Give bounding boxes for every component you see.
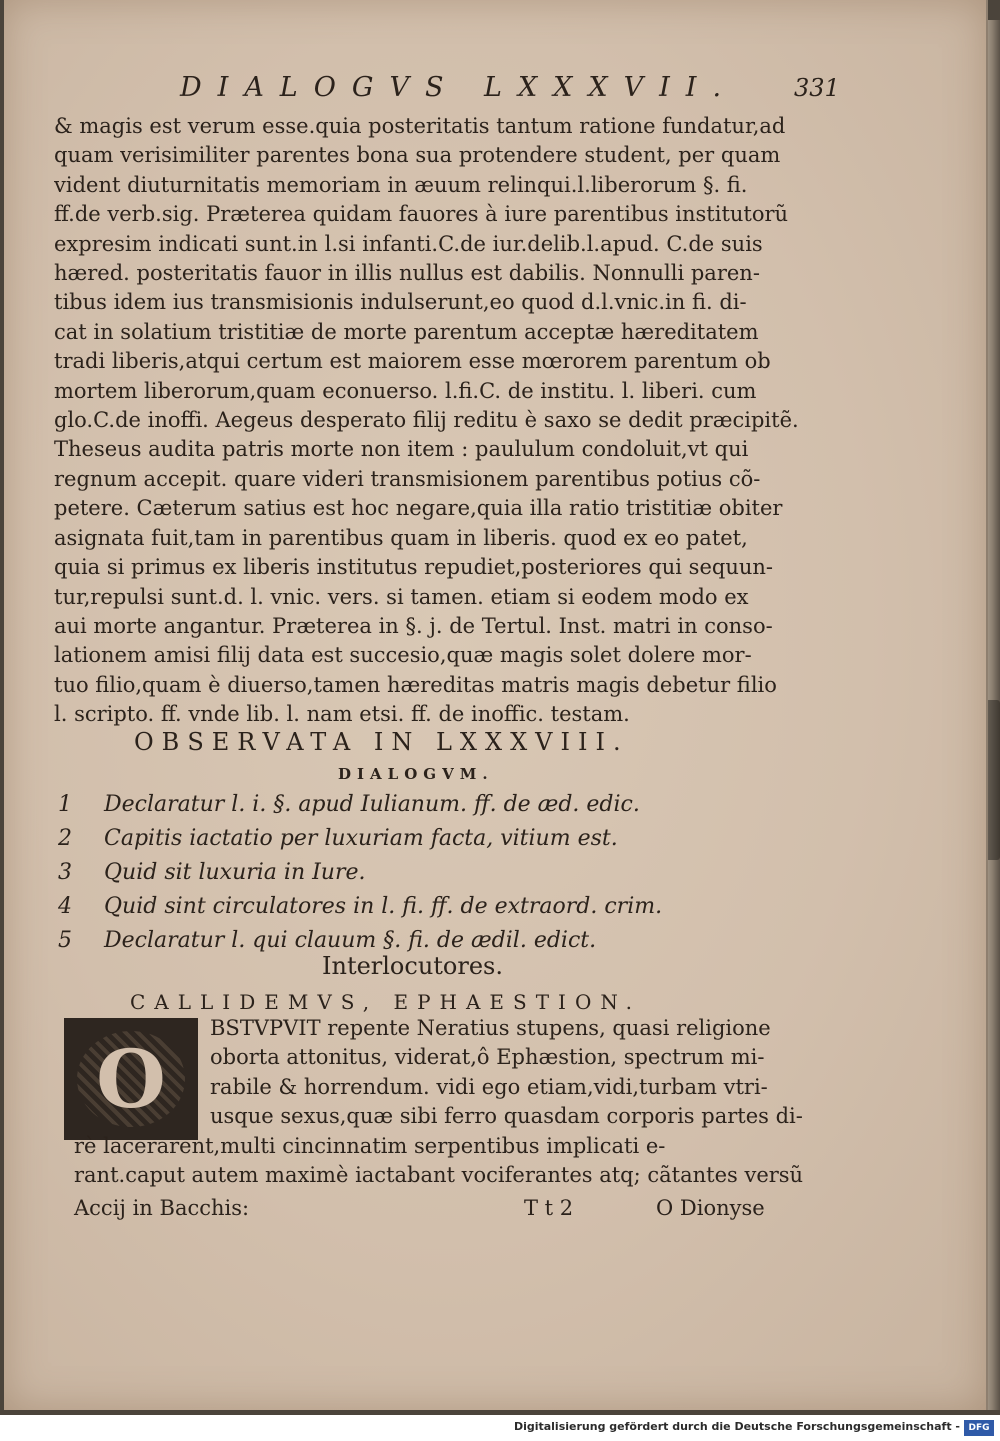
body-line: tradi liberis,atqui certum est maiorem esse mœrorem parentum ob (54, 349, 771, 374)
body-line: tuo filio,quam è diuerso,tamen hæreditas matris magis debetur filio (54, 672, 777, 697)
list-item-number: 5 (58, 928, 72, 953)
list-item-text: Declaratur l. qui clauum §. fi. de ædil. edict. (104, 928, 597, 953)
body-line: quam verisimiliter parentes bona sua protendere student, per quam (54, 143, 781, 168)
dialog-text-full (74, 1132, 803, 1191)
body-line: expresim indicati sunt.in l.si infanti.C.de iur.delib.l.apud. C.de suis (54, 231, 763, 256)
dfg-logo: DFG (964, 1420, 994, 1436)
body-line: quia si primus ex liberis institutus repudiet,posteriores qui sequun- (54, 555, 774, 580)
list-item (58, 856, 662, 890)
dialog-line: oborta attonitus, viderat,ô Ephæstion, spectrum mi- (210, 1045, 765, 1070)
list-item-number: 4 (58, 894, 72, 919)
body-line: vident diuturnitatis memoriam in æuum relinqui.l.liberorum §. fi. (54, 172, 748, 197)
catchword-left: Accij in Bacchis: (74, 1196, 250, 1220)
list-item-number: 2 (58, 826, 72, 851)
body-line: petere. Cæterum satius est hoc negare,quia illa ratio tristitiæ obiter (54, 496, 783, 521)
body-line: tur,repulsi sunt.d. l. vnic. vers. si tamen. etiam si eodem modo ex (54, 584, 749, 609)
observata-subtitle: DIALOGVM. (338, 765, 494, 783)
body-line: ff.de verb.sig. Præterea quidam fauores à iure parentibus institutorũ (54, 202, 789, 227)
body-line: lationem amisi filij data est succesio,quæ magis solet dolere mor- (54, 643, 752, 668)
body-line: regnum accepit. quare videri transmisionem parentibus potius cõ- (54, 466, 761, 491)
signature-mark: T t 2 (524, 1196, 574, 1220)
body-line: tibus idem ius transmisionis indulserunt,eo quod d.l.vnic.in fi. di- (54, 290, 747, 315)
running-title: DIALOGVS LXXXVII. (180, 72, 738, 103)
observata-list (58, 788, 662, 958)
catchword-right: O Dionyse (656, 1196, 765, 1220)
drop-cap-letter: O (96, 1032, 166, 1126)
body-line: hæred. posteritatis fauor in illis nullus est dabilis. Nonnulli paren- (54, 261, 760, 286)
speakers-line: CALLIDEMVS, EPHAESTION. (130, 990, 641, 1014)
page-number: 331 (794, 74, 840, 102)
body-line: asignata fuit,tam in parentibus quam in liberis. quod ex eo patet, (54, 525, 748, 550)
dialog-line: BSTVPVIT repente Neratius stupens, quasi religione (210, 1016, 771, 1040)
list-item-number: 1 (58, 792, 72, 817)
dialog-line: usque sexus,quæ sibi ferro quasdam corporis partes di- (210, 1104, 803, 1129)
dialog-line: rabile & horrendum. vidi ego etiam,vidi,turbam vtri- (210, 1074, 768, 1099)
body-line: glo.C.de inoffi. Aegeus desperato filij reditu è saxo se dedit præcipitẽ. (54, 408, 799, 433)
list-item-number: 3 (58, 860, 72, 885)
dialog-line: rè lacerarent,multi cincinnatim serpentibus implicati e- (74, 1134, 666, 1158)
list-item (58, 890, 662, 924)
list-item-text: Capitis iactatio per luxuriam facta, vitium est. (104, 826, 618, 851)
observata-title: OBSERVATA IN LXXXVIII. (134, 728, 629, 756)
credit-bar (0, 1415, 1000, 1441)
credit-text: Digitalisierung gefördert durch die Deutsche Forschungsgemeinschaft - (513, 1420, 960, 1433)
body-line: & magis est verum esse.quia posteritatis tantum ratione fundatur,ad (54, 114, 786, 138)
list-item-text: Declaratur l. i. §. apud Iulianum. ff. de æd. edic. (104, 792, 640, 817)
list-item (58, 822, 662, 856)
body-line: Theseus audita patris morte non item : paululum condoluit,vt qui (54, 437, 749, 462)
body-line: cat in solatium tristitiæ de morte parentum acceptæ hæreditatem (54, 319, 759, 344)
body-line: l. scripto. ff. vnde lib. l. nam etsi. ff. de inoffic. testam. (54, 702, 630, 727)
list-item (58, 788, 662, 822)
body-line: aui morte angantur. Præterea in §. j. de Tertul. Inst. matri in conso- (54, 613, 773, 638)
dialog-line: rant.caput autem maximè iactabant vociferantes atq; cãtantes versũ (74, 1163, 804, 1188)
interlocutores-heading: Interlocutores. (322, 952, 503, 980)
dialog-text-indented (210, 1014, 803, 1132)
body-line: mortem liberorum,quam econuerso. l.fi.C. de institu. l. liberi. cum (54, 378, 757, 403)
body-text (54, 112, 814, 730)
list-item-text: Quid sint circulatores in l. fi. ff. de extraord. crim. (104, 894, 663, 919)
list-item-text: Quid sit luxuria in Iure. (104, 860, 366, 885)
drop-cap-ornament (64, 1018, 198, 1140)
